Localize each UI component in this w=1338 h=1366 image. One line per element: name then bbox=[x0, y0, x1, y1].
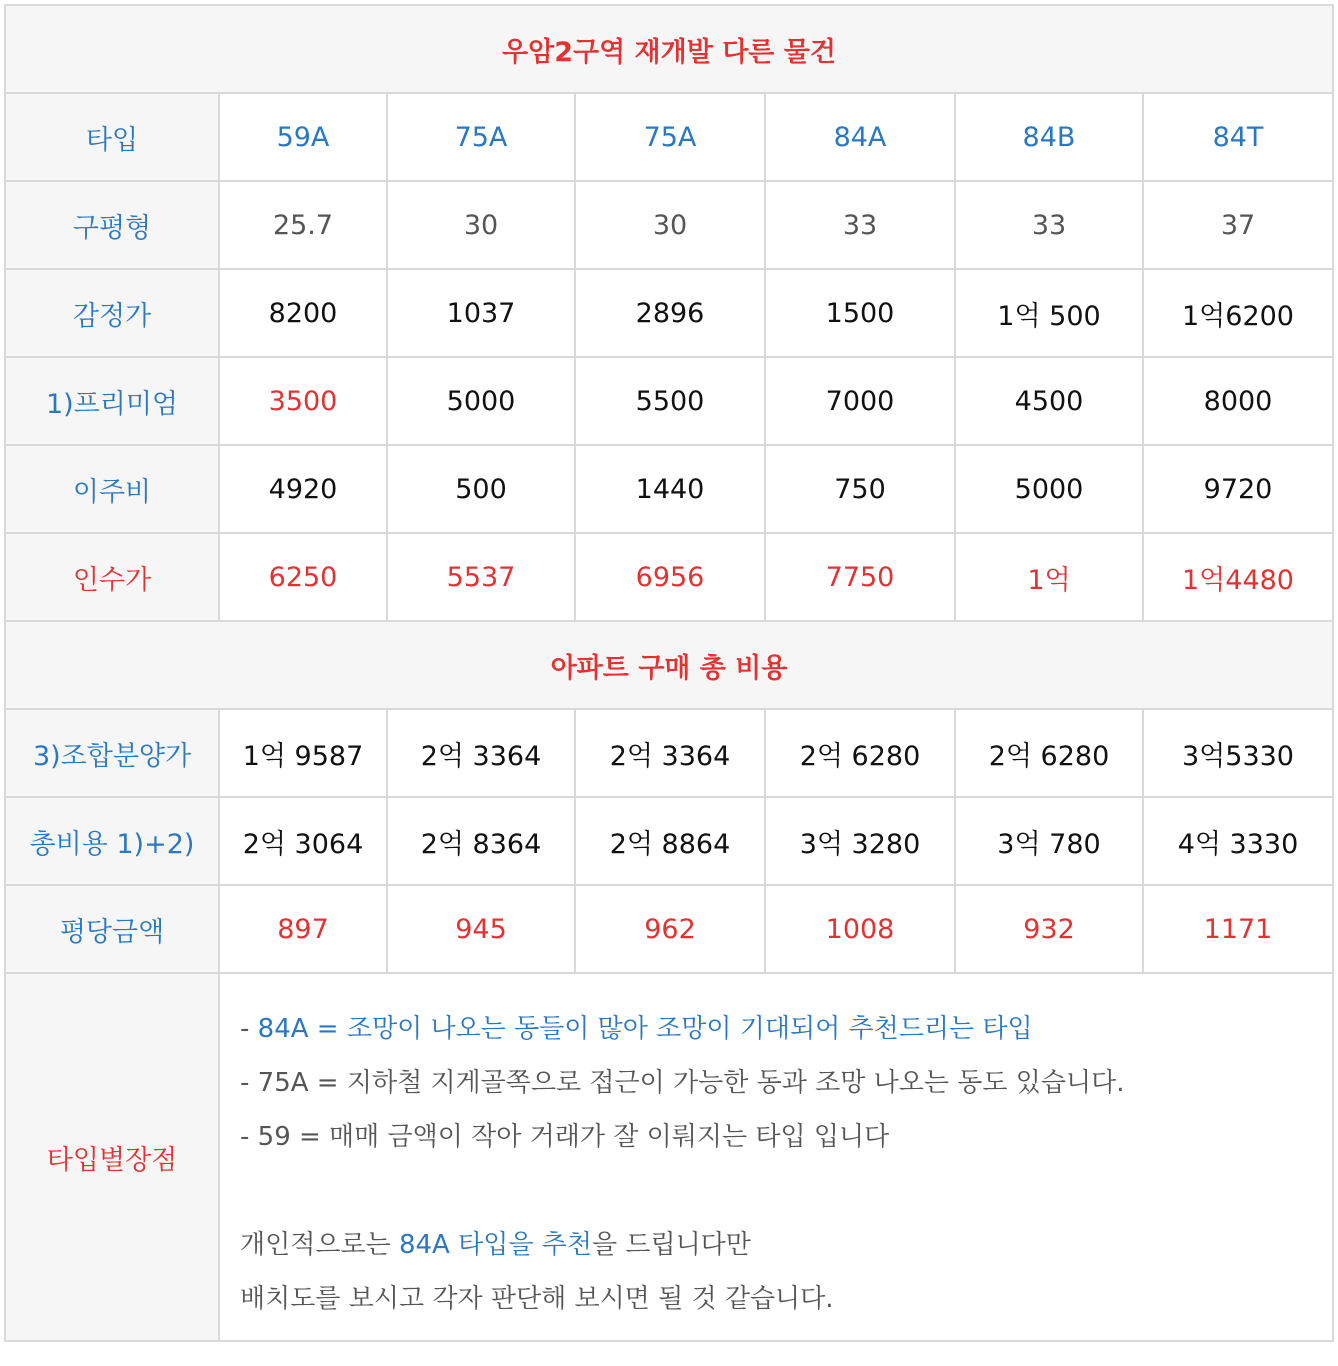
pyeong-cell: 25.7 bbox=[219, 181, 387, 269]
row-label-pyeong: 구평형 bbox=[5, 181, 219, 269]
premium-row bbox=[5, 357, 1333, 445]
type-cell: 75A bbox=[387, 93, 575, 181]
union-price-cell: 3억5330 bbox=[1143, 709, 1333, 797]
note-highlight-recommend: 84A 타입을 추천 bbox=[398, 1230, 592, 1260]
union-price-cell: 2억 3364 bbox=[387, 709, 575, 797]
row-label-union-price: 3)조합분양가 bbox=[5, 709, 219, 797]
section-title: 아파트 구매 총 비용 bbox=[5, 621, 1333, 709]
note-line-84a: - 84A = 조망이 나오는 동들이 많아 조망이 기대되어 추천드리는 타입 bbox=[240, 1014, 1033, 1044]
type-cell: 84T bbox=[1143, 93, 1333, 181]
acquisition-cell: 1억 bbox=[955, 533, 1143, 621]
type-cell: 59A bbox=[219, 93, 387, 181]
acquisition-cell: 6250 bbox=[219, 533, 387, 621]
row-label-acquisition: 인수가 bbox=[5, 533, 219, 621]
per-pyeong-cell: 897 bbox=[219, 885, 387, 973]
appraisal-cell: 1억 500 bbox=[955, 269, 1143, 357]
note-line-59: - 59 = 매매 금액이 작아 거래가 잘 이뤄지는 타입 입니다 bbox=[240, 1122, 890, 1152]
per-pyeong-cell: 932 bbox=[955, 885, 1143, 973]
per-pyeong-cell: 945 bbox=[387, 885, 575, 973]
premium-cell: 5000 bbox=[387, 357, 575, 445]
total-cost-cell: 2억 3064 bbox=[219, 797, 387, 885]
premium-cell: 8000 bbox=[1143, 357, 1333, 445]
note-line-layout: 배치도를 보시고 각자 판단해 보시면 될 것 같습니다. bbox=[240, 1284, 834, 1314]
per-pyeong-row bbox=[5, 885, 1333, 973]
moving-cell: 750 bbox=[765, 445, 955, 533]
total-cost-cell: 3억 3280 bbox=[765, 797, 955, 885]
pros-row bbox=[5, 973, 1333, 1341]
type-cell: 84B bbox=[955, 93, 1143, 181]
type-cell: 84A bbox=[765, 93, 955, 181]
row-label-total-cost: 총비용 1)+2) bbox=[5, 797, 219, 885]
appraisal-cell: 1037 bbox=[387, 269, 575, 357]
total-cost-cell: 2억 8364 bbox=[387, 797, 575, 885]
row-label-pros: 타입별장점 bbox=[5, 973, 219, 1341]
premium-cell: 3500 bbox=[219, 357, 387, 445]
acquisition-cell: 5537 bbox=[387, 533, 575, 621]
row-label-appraisal: 감정가 bbox=[5, 269, 219, 357]
moving-cell: 1440 bbox=[575, 445, 765, 533]
acquisition-row bbox=[5, 533, 1333, 621]
pyeong-cell: 30 bbox=[575, 181, 765, 269]
note-highlight-84a: 84A = 조망이 나오는 동들이 많아 조망이 기대되어 추천드리는 타입 bbox=[257, 1014, 1033, 1044]
pyeong-cell: 30 bbox=[387, 181, 575, 269]
type-cell: 75A bbox=[575, 93, 765, 181]
union-price-row bbox=[5, 709, 1333, 797]
union-price-cell: 1억 9587 bbox=[219, 709, 387, 797]
moving-cell: 5000 bbox=[955, 445, 1143, 533]
union-price-cell: 2억 3364 bbox=[575, 709, 765, 797]
row-label-premium: 1)프리미엄 bbox=[5, 357, 219, 445]
type-row bbox=[5, 93, 1333, 181]
row-label-type: 타입 bbox=[5, 93, 219, 181]
moving-cell: 9720 bbox=[1143, 445, 1333, 533]
per-pyeong-cell: 1008 bbox=[765, 885, 955, 973]
moving-row bbox=[5, 445, 1333, 533]
union-price-cell: 2억 6280 bbox=[765, 709, 955, 797]
pyeong-row bbox=[5, 181, 1333, 269]
total-cost-cell: 3억 780 bbox=[955, 797, 1143, 885]
appraisal-cell: 8200 bbox=[219, 269, 387, 357]
premium-cell: 5500 bbox=[575, 357, 765, 445]
total-cost-cell: 4억 3330 bbox=[1143, 797, 1333, 885]
per-pyeong-cell: 962 bbox=[575, 885, 765, 973]
table-title: 우암2구역 재개발 다른 물건 bbox=[5, 5, 1333, 93]
premium-cell: 7000 bbox=[765, 357, 955, 445]
per-pyeong-cell: 1171 bbox=[1143, 885, 1333, 973]
property-table bbox=[4, 4, 1334, 1342]
note-line-recommend: 개인적으로는 84A 타입을 추천을 드립니다만 bbox=[240, 1230, 751, 1260]
appraisal-cell: 1억6200 bbox=[1143, 269, 1333, 357]
pyeong-cell: 37 bbox=[1143, 181, 1333, 269]
moving-cell: 500 bbox=[387, 445, 575, 533]
total-cost-row bbox=[5, 797, 1333, 885]
premium-cell: 4500 bbox=[955, 357, 1143, 445]
appraisal-cell: 1500 bbox=[765, 269, 955, 357]
acquisition-cell: 1억4480 bbox=[1143, 533, 1333, 621]
appraisal-cell: 2896 bbox=[575, 269, 765, 357]
union-price-cell: 2억 6280 bbox=[955, 709, 1143, 797]
note-line-75a: - 75A = 지하철 지게골쪽으로 접근이 가능한 동과 조망 나오는 동도 있습니다. bbox=[240, 1068, 1125, 1098]
row-label-per-pyeong: 평당금액 bbox=[5, 885, 219, 973]
moving-cell: 4920 bbox=[219, 445, 387, 533]
row-label-moving: 이주비 bbox=[5, 445, 219, 533]
total-cost-cell: 2억 8864 bbox=[575, 797, 765, 885]
appraisal-row bbox=[5, 269, 1333, 357]
acquisition-cell: 6956 bbox=[575, 533, 765, 621]
pros-notes bbox=[219, 973, 1333, 1341]
acquisition-cell: 7750 bbox=[765, 533, 955, 621]
pyeong-cell: 33 bbox=[765, 181, 955, 269]
pyeong-cell: 33 bbox=[955, 181, 1143, 269]
